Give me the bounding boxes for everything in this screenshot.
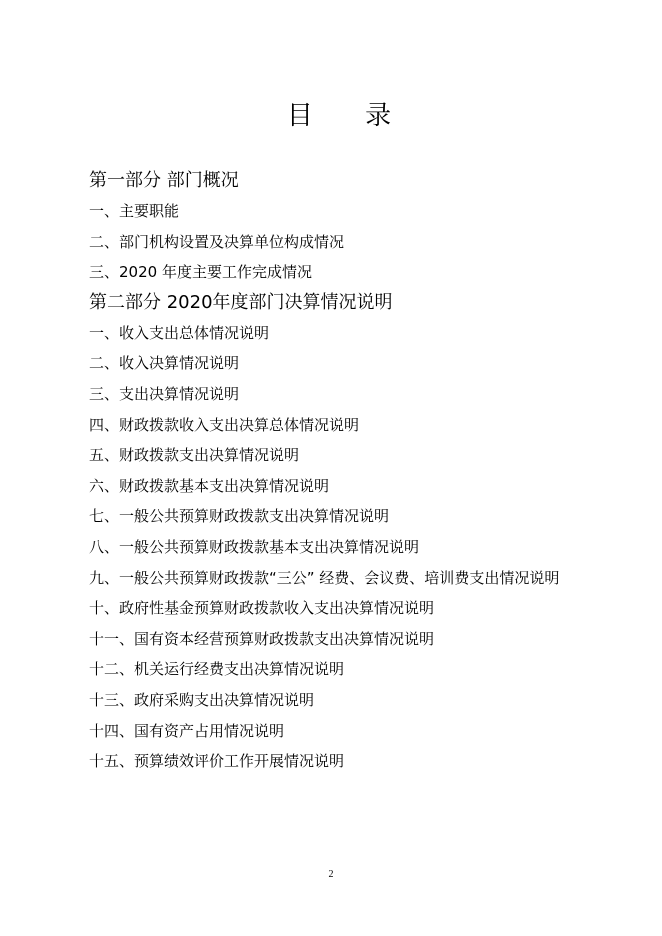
toc-part-heading-1: 第一部分 部门概况 [89,170,239,191]
toc-item: 十四、国有资产占用情况说明 [89,721,285,740]
toc-item: 十二、机关运行经费支出决算情况说明 [89,660,345,679]
toc-item: 七、一般公共预算财政拨款支出决算情况说明 [89,507,390,526]
toc-item: 十一、国有资本经营预算财政拨款支出决算情况说明 [89,629,435,648]
toc-item: 六、财政拨款基本支出决算情况说明 [89,476,330,495]
toc-item: 五、财政拨款支出决算情况说明 [89,446,300,465]
toc-item: 三、2020 年度主要工作完成情况 [89,263,312,282]
toc-item: 一、主要职能 [89,202,180,220]
toc-item: 十、政府性基金预算财政拨款收入支出决算情况说明 [89,599,435,618]
toc-item: 三、支出决算情况说明 [89,384,240,403]
toc-item: 八、一般公共预算财政拨款基本支出决算情况说明 [89,537,420,556]
toc-item: 一、收入支出总体情况说明 [89,323,270,342]
toc-item: 十五、预算绩效评价工作开展情况说明 [89,752,345,771]
toc-title: 目 录 [286,101,414,131]
toc-item: 十三、政府采购支出决算情况说明 [89,690,315,709]
page-number: 2 [328,869,334,880]
toc-item: 二、收入决算情况说明 [89,354,240,373]
toc-item: 九、一般公共预算财政拨款“三公” 经费、会议费、培训费支出情况说明 [89,568,560,587]
toc-item: 二、部门机构设置及决算单位构成情况 [89,232,345,251]
toc-list [89,166,589,777]
toc-item: 四、财政拨款收入支出决算总体情况说明 [89,415,360,434]
toc-part-heading-2: 第二部分 2020年度部门决算情况说明 [89,291,393,313]
